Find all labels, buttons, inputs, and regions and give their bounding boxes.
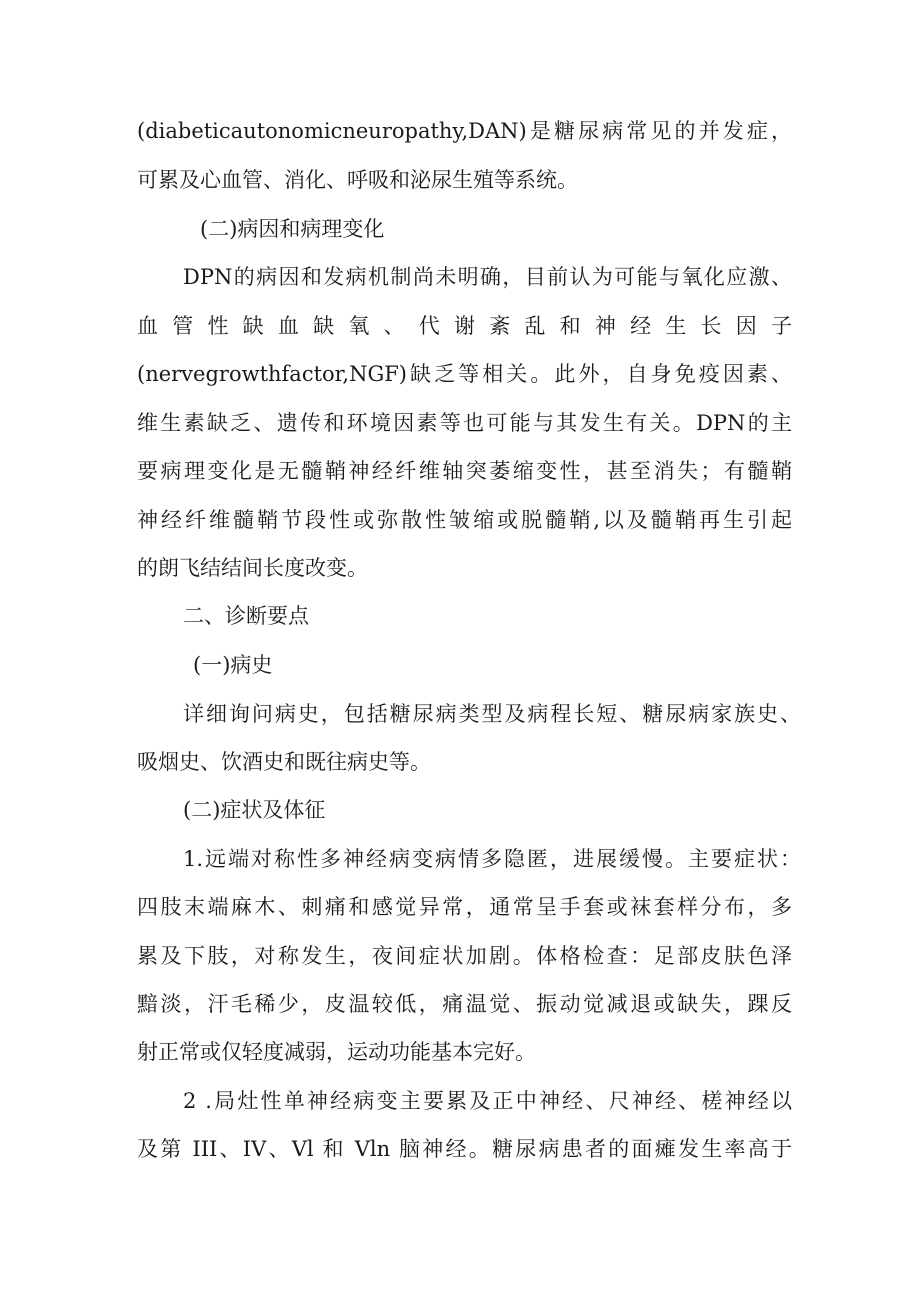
paragraph-line: (nervegrowthfactor,NGF)缺乏等相关。此外，自身免疫因素、: [137, 362, 792, 386]
paragraph-line: 要病理变化是无髓鞘神经纤维轴突萎缩变性，甚至消失；有髓鞘: [137, 459, 792, 483]
paragraph-line: (diabeticautonomicneuropathy,DAN)是糖尿病常见的并发症，: [137, 119, 792, 143]
paragraph-line: 神经纤维髓鞘节段性或弥散性皱缩或脱髓鞘,以及髓鞘再生引起: [137, 508, 792, 532]
paragraph-line: 详细询问病史，包括糖尿病类型及病程长短、糖尿病家族史、: [183, 702, 801, 726]
paragraph-line: 血管性缺血缺氧、代谢紊乱和神经生长因子: [137, 314, 792, 338]
paragraph-line: 可累及心血管、消化、呼吸和泌尿生殖等系统。: [137, 168, 578, 192]
paragraph-line: DPN的病因和发病机制尚未明确，目前认为可能与氧化应激、: [183, 265, 792, 289]
paragraph-line: 1.远端对称性多神经病变病情多隐匿，进展缓慢。主要症状：: [183, 847, 801, 871]
section-heading: 二、诊断要点: [183, 604, 309, 628]
paragraph-line: 的朗飞结结间长度改变。: [137, 556, 368, 580]
subsection-heading: (一)病史: [193, 653, 273, 677]
paragraph-line: 及第 III、IV、Vl 和 Vln 脑神经。糖尿病患者的面瘫发生率高于: [137, 1137, 792, 1161]
paragraph-line: 累及下肢，对称发生，夜间症状加剧。体格检查：足部皮肤色泽: [137, 944, 792, 968]
section-heading: (二)病因和病理变化: [200, 217, 385, 241]
paragraph-line: 四肢末端麻木、刺痛和感觉异常，通常呈手套或袜套样分布，多: [137, 895, 792, 919]
paragraph-line: 射正常或仅轻度减弱，运动功能基本完好。: [137, 1040, 536, 1064]
subsection-heading: (二)症状及体征: [183, 798, 326, 822]
paragraph-line: 黯淡，汗毛稀少，皮温较低，痛温觉、振动觉减退或缺失，踝反: [137, 992, 792, 1016]
paragraph-line: 维生素缺乏、遗传和环境因素等也可能与其发生有关。DPN的主: [137, 411, 792, 435]
paragraph-line: 吸烟史、饮酒史和既往病史等。: [137, 750, 431, 774]
paragraph-line: 2 .局灶性单神经病变主要累及正中神经、尺神经、槎神经以: [183, 1089, 792, 1113]
